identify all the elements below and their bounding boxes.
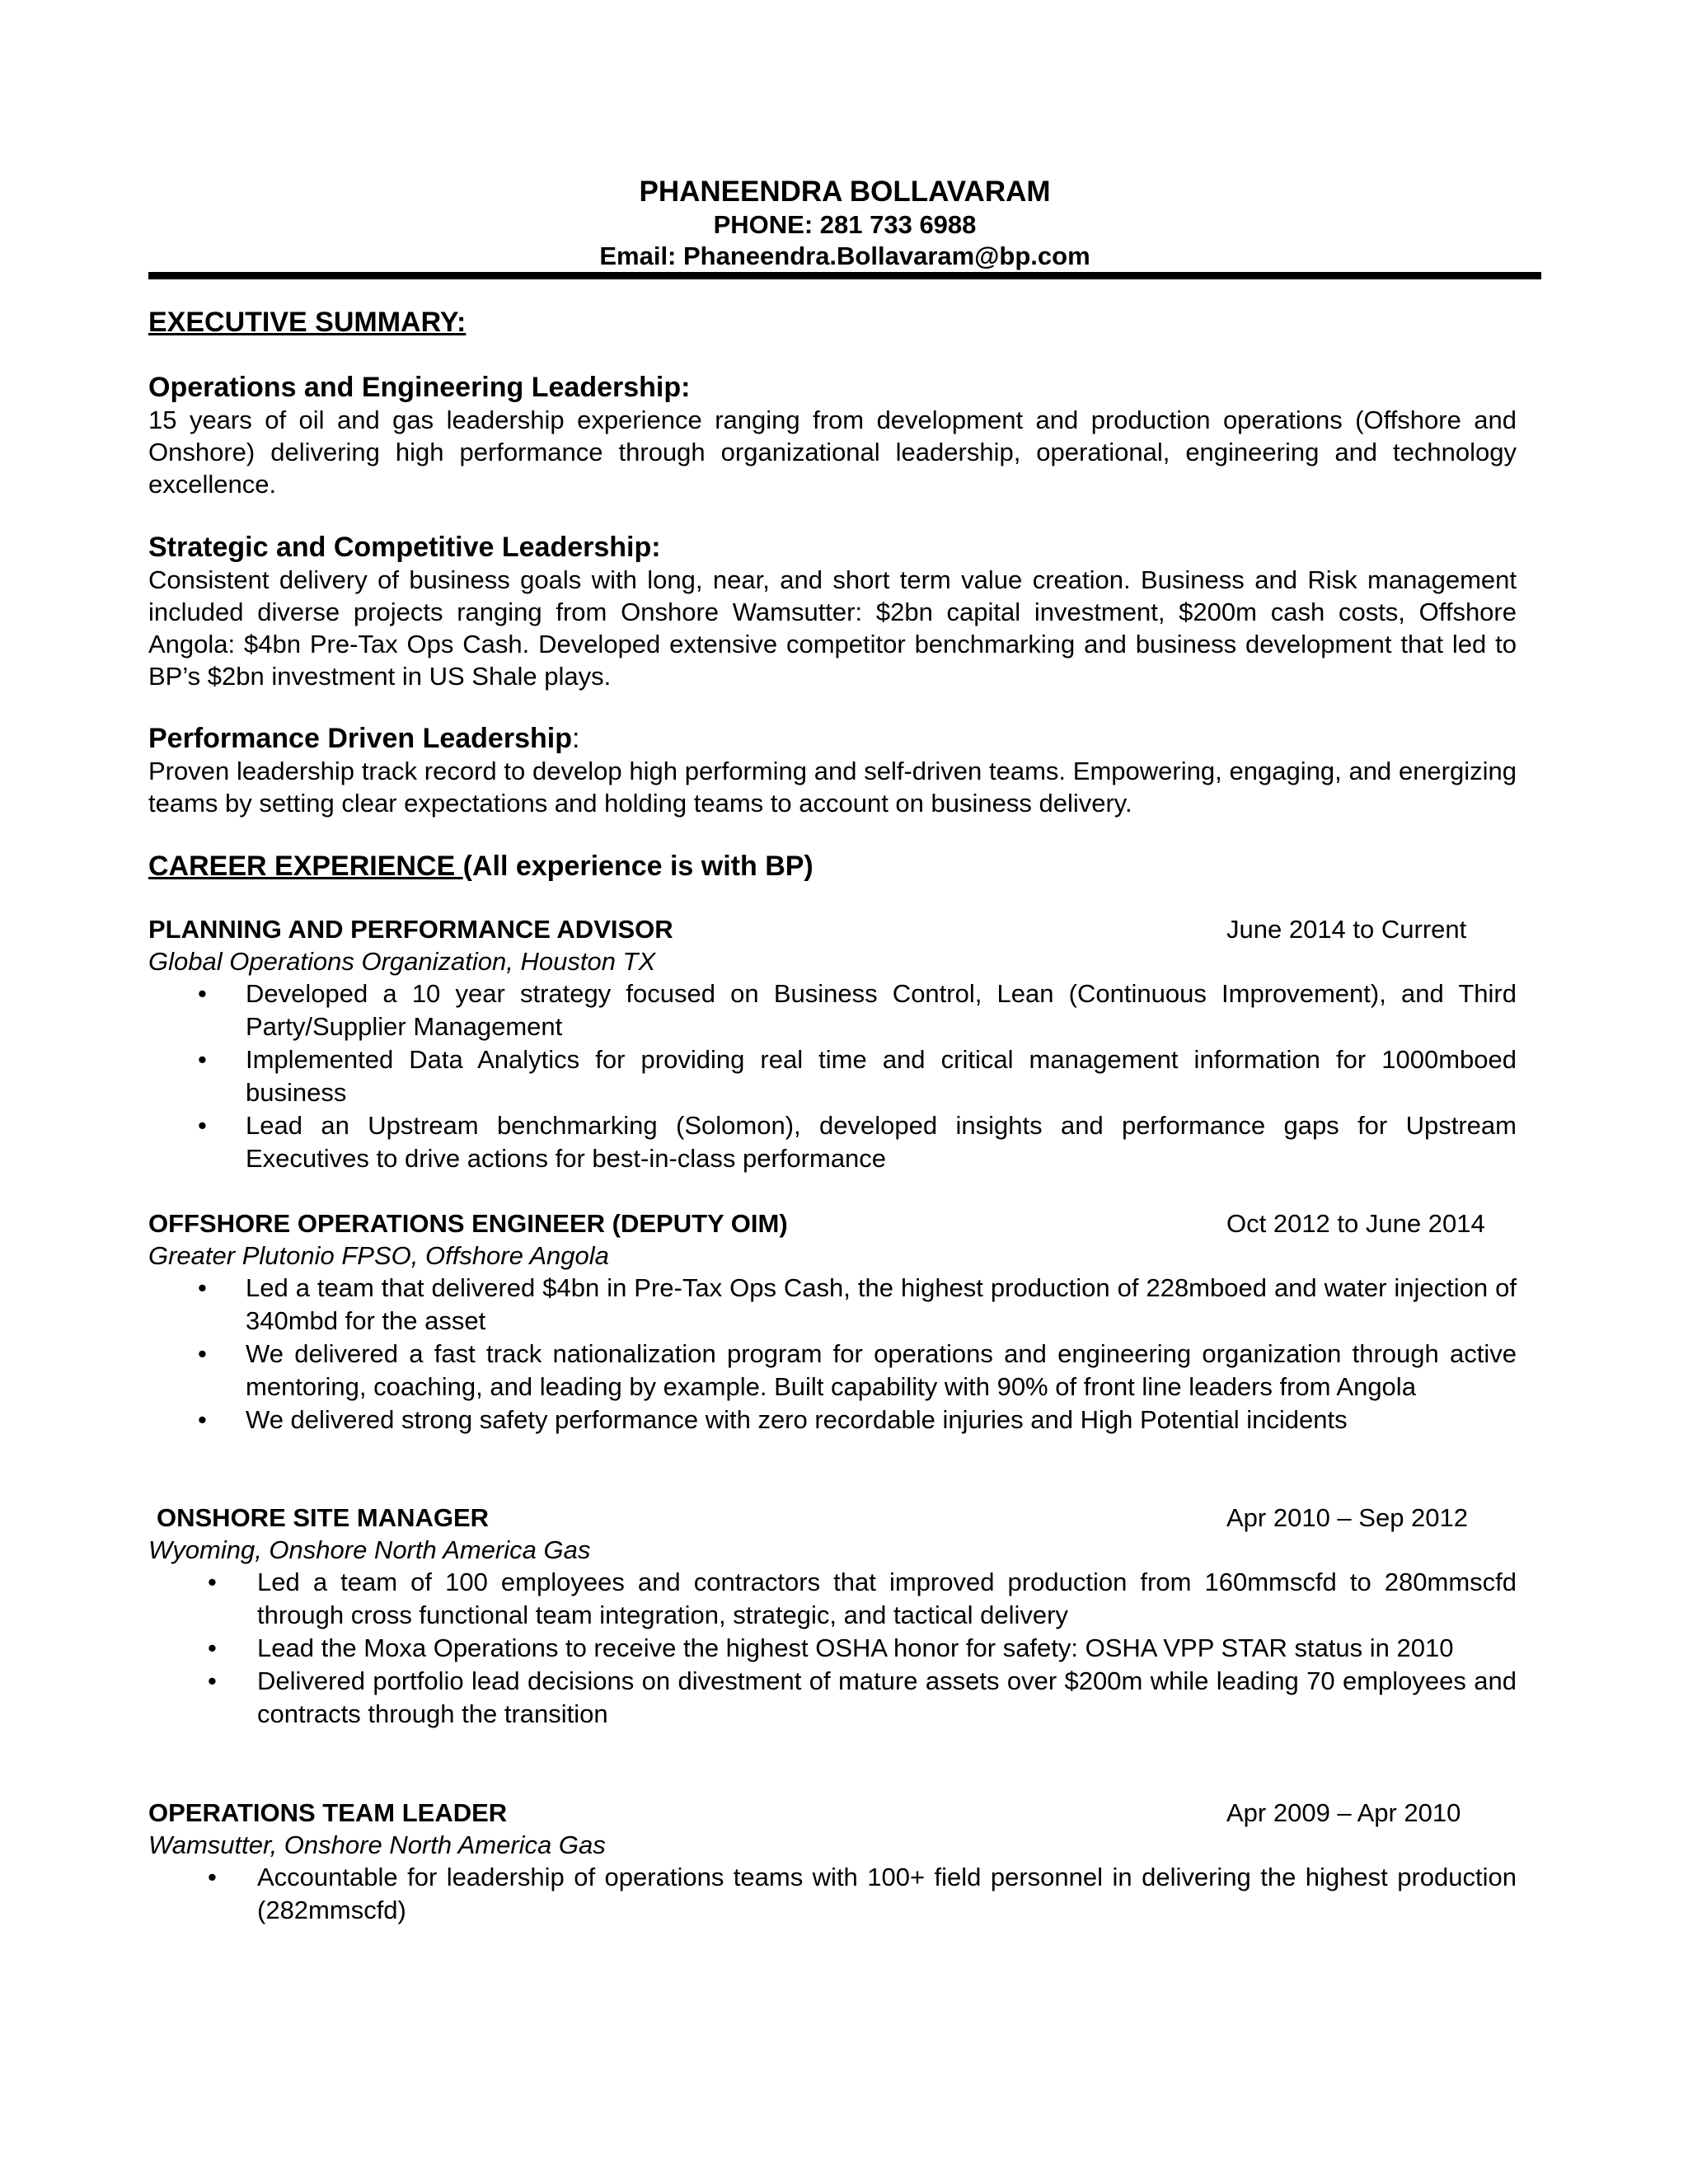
job-organization: Greater Plutonio FPSO, Offshore Angola [148, 1241, 609, 1270]
bullet-icon: • [198, 1405, 207, 1434]
job-title: PLANNING AND PERFORMANCE ADVISOR [148, 915, 673, 944]
job-title: OPERATIONS TEAM LEADER [148, 1798, 508, 1827]
list-item [148, 1665, 1517, 1731]
job-dates: Apr 2010 – Sep 2012 [1226, 1503, 1469, 1532]
job-organization: Wamsutter, Onshore North America Gas [148, 1830, 606, 1859]
bullet-icon: • [208, 1633, 217, 1662]
header-divider [148, 272, 1541, 279]
job-title: OFFSHORE OPERATIONS ENGINEER (DEPUTY OIM) [148, 1209, 788, 1238]
job-entry [148, 1207, 1517, 1436]
bullet-icon: • [208, 1568, 217, 1596]
list-item [148, 1338, 1517, 1404]
job-bullets [148, 977, 1517, 1175]
bullet-icon: • [198, 1111, 207, 1140]
executive-summary-title [148, 306, 466, 339]
job-bullets [148, 1272, 1517, 1436]
bullet-text: Led a team of 100 employees and contractors that improved production from 160mmscfd to 280mmscfd through cross functional team integration, strategic, and tactical delivery [257, 1568, 1517, 1629]
job-organization: Wyoming, Onshore North America Gas [148, 1535, 591, 1564]
bullet-text: Lead the Moxa Operations to receive the highest OSHA honor for safety: OSHA VPP STAR status in 2010 [257, 1633, 1454, 1662]
list-item [148, 977, 1517, 1043]
summary-heading: Operations and Engineering Leadership: [148, 372, 691, 403]
summary-text: 15 years of oil and gas leadership experience ranging from development and production operations (Offshore and Onshore) delivering high performance through organizational leadership, operational, engineering and technology excellence. [148, 405, 1517, 499]
bullet-text: We delivered a fast track nationalization program for operations and engineering organization through active mentoring, coaching, and leading by example. Built capability with 90% of front line leaders from Angola [246, 1339, 1517, 1401]
job-dates: Oct 2012 to June 2014 [1226, 1209, 1485, 1238]
executive-summary-title-text: EXECUTIVE SUMMARY: [148, 307, 467, 338]
list-item [148, 1566, 1517, 1632]
job-entry [148, 1797, 1517, 1927]
summary-text: Proven leadership track record to develop high performing and self-driven teams. Empowering, engaging, and energizing teams by setting clear expectations and holding teams to account on business delivery. [148, 757, 1517, 818]
bullet-text: Lead an Upstream benchmarking (Solomon), developed insights and performance gaps for Upstream Executives to drive actions for best-in-class performance [246, 1111, 1517, 1173]
bullet-icon: • [198, 1339, 207, 1368]
career-experience-title [148, 850, 814, 883]
bullet-icon: • [208, 1666, 217, 1695]
job-header [148, 1502, 1517, 1535]
bullet-text: Delivered portfolio lead decisions on divestment of mature assets over $200m while leading 70 employees and contracts through the transition [257, 1666, 1517, 1728]
job-header [148, 1797, 1517, 1830]
phone-line: PHONE: 281 733 6988 [713, 210, 977, 239]
summary-heading-colon: : [571, 723, 580, 754]
job-title: ONSHORE SITE MANAGER [157, 1503, 490, 1532]
bullet-text: Developed a 10 year strategy focused on Business Control, Lean (Continuous Improvement), and Third Party/Supplier Management [246, 979, 1517, 1041]
bullet-icon: • [198, 1273, 207, 1302]
summary-performance [148, 722, 1517, 819]
summary-strategic [148, 531, 1517, 692]
job-dates: June 2014 to Current [1226, 915, 1467, 944]
resume-header [148, 175, 1541, 272]
job-bullets [148, 1566, 1517, 1731]
bullet-text: Accountable for leadership of operations teams with 100+ field personnel in delivering the highest production (282mmscfd) [257, 1863, 1517, 1924]
list-item [148, 1404, 1517, 1436]
career-title-text: CAREER EXPERIENCE [148, 851, 463, 882]
list-item [148, 1272, 1517, 1338]
summary-heading-text: Performance Driven Leadership [148, 723, 572, 754]
summary-heading [148, 722, 1517, 755]
bullet-text: Led a team that delivered $4bn in Pre-Tax Ops Cash, the highest production of 228mboed and water injection of 340mbd for the asset [246, 1273, 1517, 1335]
list-item [148, 1632, 1517, 1665]
job-header [148, 1207, 1517, 1240]
summary-heading: Strategic and Competitive Leadership: [148, 532, 661, 563]
job-bullets [148, 1861, 1517, 1927]
job-organization: Global Operations Organization, Houston TX [148, 947, 656, 976]
career-title-note: (All experience is with BP) [462, 851, 814, 882]
bullet-text: Implemented Data Analytics for providing real time and critical management information for 1000mboed business [246, 1045, 1517, 1107]
bullet-icon: • [198, 1045, 207, 1074]
summary-operations [148, 371, 1517, 500]
email-line: Email: Phaneendra.Bollavaram@bp.com [599, 241, 1090, 270]
list-item [148, 1043, 1517, 1109]
bullet-icon: • [208, 1863, 217, 1891]
job-dates: Apr 2009 – Apr 2010 [1226, 1798, 1461, 1827]
job-entry [148, 913, 1517, 1175]
bullet-icon: • [198, 979, 207, 1008]
candidate-name: PHANEENDRA BOLLAVARAM [639, 176, 1051, 208]
summary-text: Consistent delivery of business goals with long, near, and short term value creation. Business and Risk management included diverse projects ranging from Onshore Wamsutter: $2bn capital investment, $200m cash costs, Offshore Angola: $4bn Pre-Tax Ops Cash. Developed extensive competitor benchmarking and business development that led to BP’s $2bn investment in US Shale plays. [148, 565, 1517, 691]
list-item [148, 1861, 1517, 1927]
bullet-text: We delivered strong safety performance with zero recordable injuries and High Potential incidents [246, 1405, 1348, 1434]
job-entry [148, 1502, 1517, 1731]
list-item [148, 1109, 1517, 1175]
job-header [148, 913, 1517, 946]
